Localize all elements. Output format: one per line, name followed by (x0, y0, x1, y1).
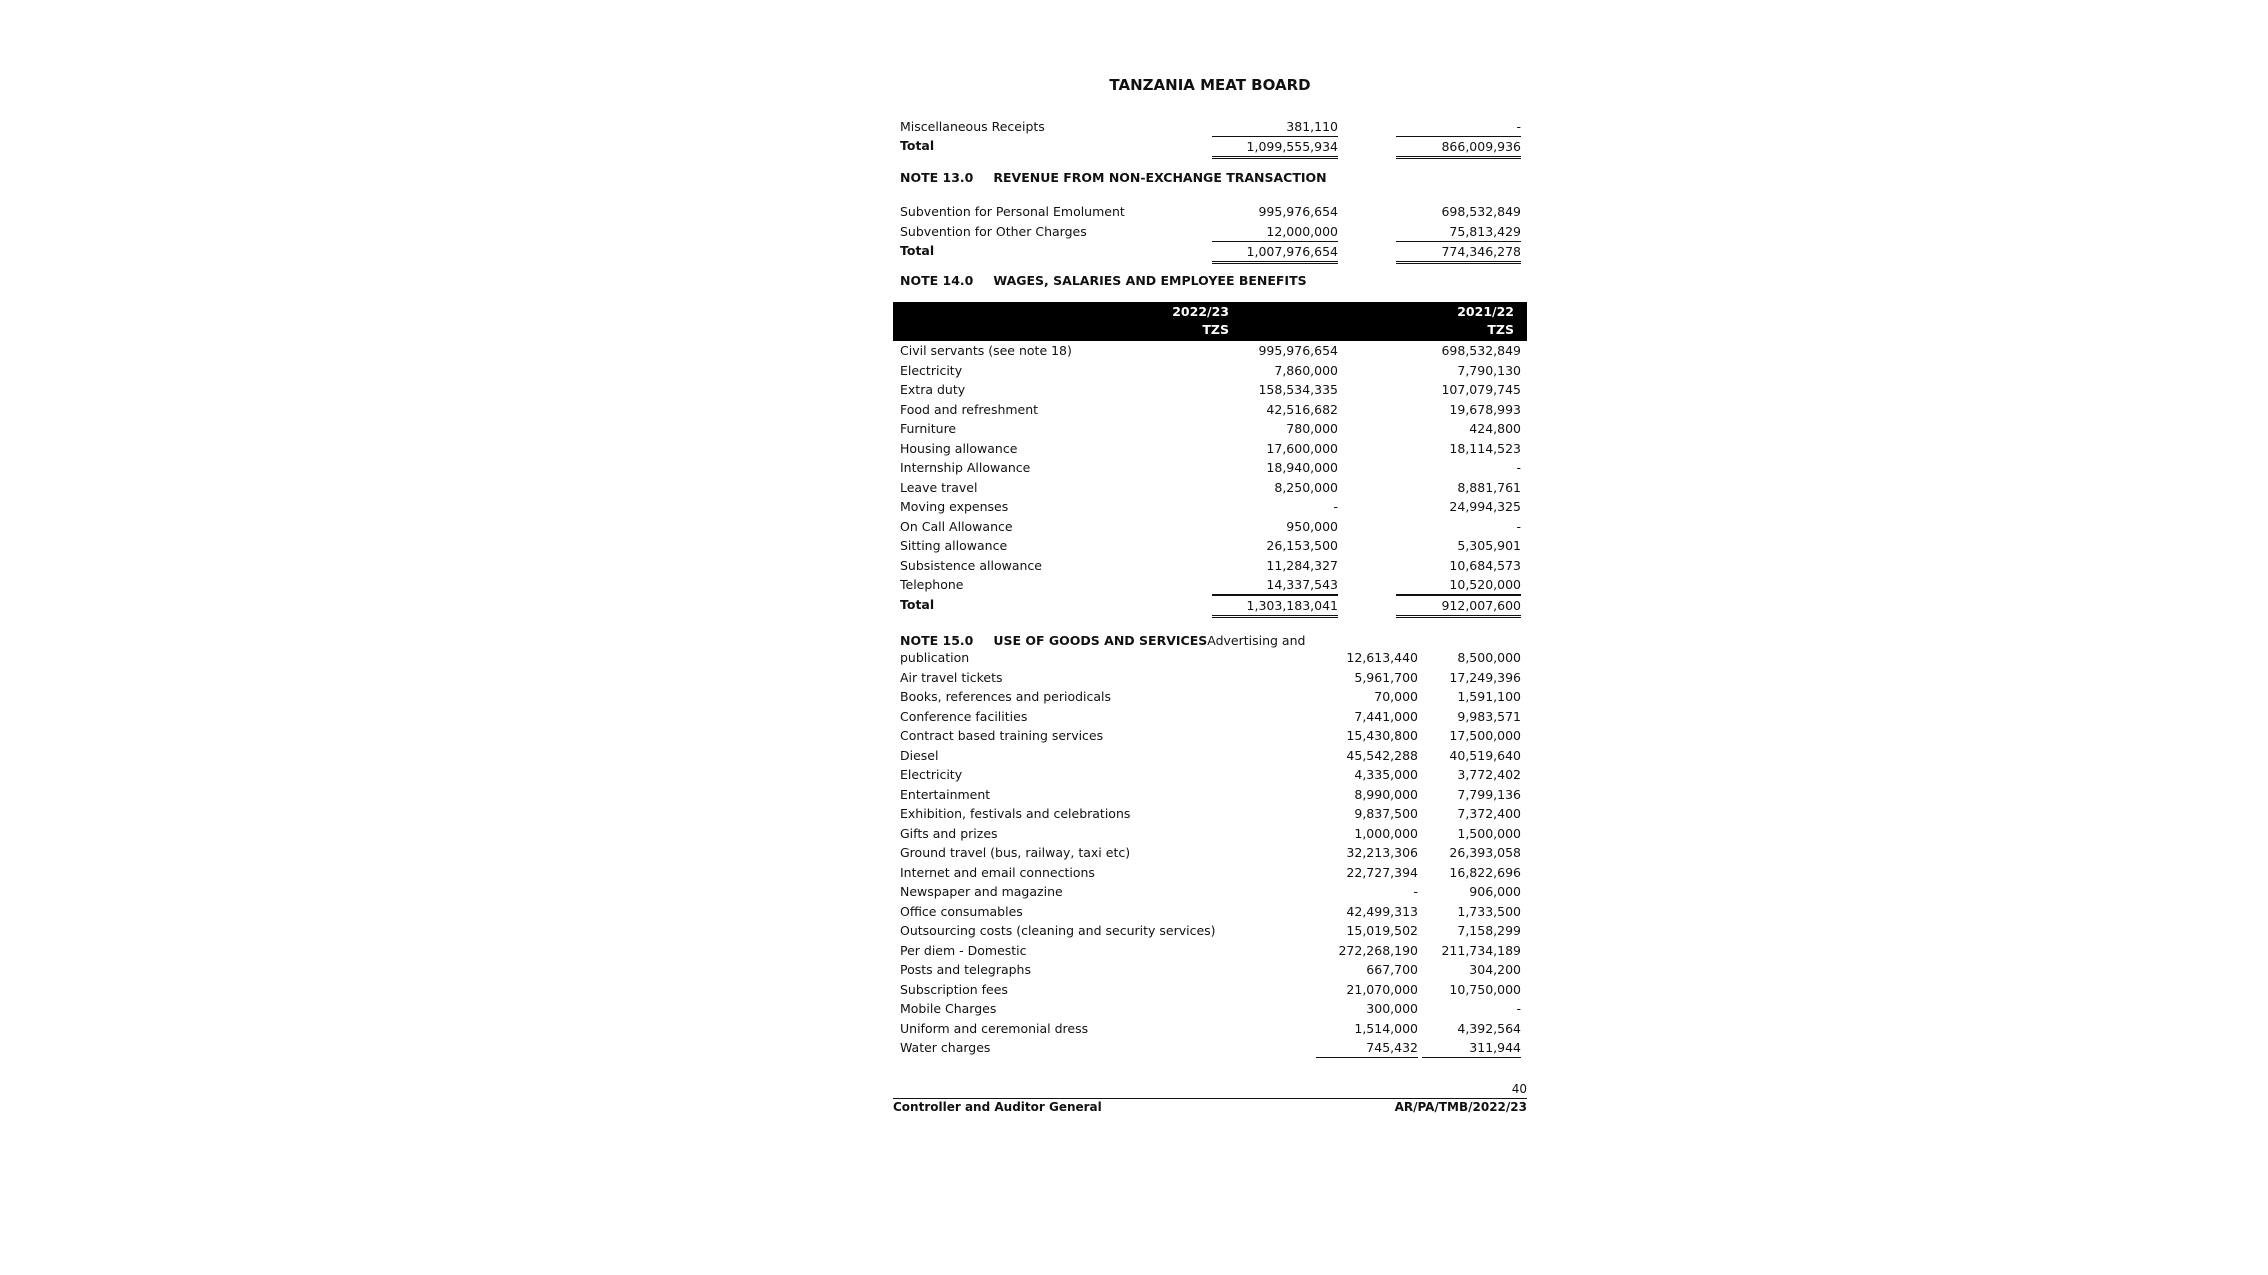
value-2022-23: 22,727,394 (1346, 864, 1418, 880)
value-2022-23: 14,337,543 (1212, 575, 1338, 595)
table-row (900, 439, 1527, 458)
note-15-heading (900, 633, 1305, 649)
value-2021-22: 698,532,849 (1441, 204, 1521, 219)
value-2021-22: 912,007,600 (1396, 595, 1521, 618)
table-row (900, 765, 1527, 784)
row-label: Civil servants (see note 18) (900, 343, 1072, 358)
row-label: Subscription fees (900, 981, 1008, 997)
value-2022-23: 995,976,654 (1258, 204, 1338, 219)
col2-unit: TZS (1487, 322, 1514, 337)
row-label: Total (900, 596, 935, 612)
table-row (900, 843, 1527, 862)
row-label: Leave travel (900, 479, 978, 495)
document-title: TANZANIA MEAT BOARD (1109, 76, 1311, 94)
value-2021-22: 7,790,130 (1457, 362, 1521, 378)
row-label: Moving expenses (900, 499, 1009, 514)
row-label: Air travel tickets (900, 669, 1003, 685)
value-2021-22: 24,994,325 (1449, 499, 1521, 514)
row-label: Food and refreshment (900, 401, 1039, 417)
value-2021-22: - (1516, 518, 1521, 534)
value-2021-22: 26,393,058 (1449, 845, 1521, 860)
value-2022-23: 17,600,000 (1266, 440, 1338, 456)
table-row (900, 960, 1527, 979)
table-row (900, 902, 1527, 921)
table-row (900, 419, 1527, 438)
note-14-column-header (893, 302, 1527, 341)
value-2021-22: 75,813,429 (1396, 222, 1521, 242)
row-label: Housing allowance (900, 440, 1018, 456)
row-label: Electricity (900, 767, 963, 782)
table-row (900, 804, 1527, 823)
value-2022-23: 381,110 (1212, 117, 1338, 137)
table-row (900, 687, 1527, 706)
total-row (900, 595, 1527, 614)
table-row (900, 707, 1527, 726)
note-14-number: NOTE 14.0 (900, 273, 974, 288)
row-label: Ground travel (bus, railway, taxi etc) (900, 845, 1131, 860)
value-2021-22: 4,392,564 (1457, 1020, 1521, 1036)
value-2021-22: 211,734,189 (1441, 942, 1521, 958)
value-2021-22: 10,750,000 (1449, 981, 1521, 997)
row-label: publication (900, 650, 970, 665)
value-2022-23: 995,976,654 (1258, 343, 1338, 358)
table-row (900, 341, 1527, 360)
table-row (900, 726, 1527, 745)
table-row (900, 556, 1527, 575)
table-row (900, 882, 1527, 901)
table-row (900, 117, 1527, 136)
value-2021-22: - (1516, 1001, 1521, 1016)
row-label: Electricity (900, 362, 963, 378)
value-2021-22: 10,520,000 (1396, 575, 1521, 595)
total-row (900, 241, 1527, 260)
value-2021-22: 1,733,500 (1457, 903, 1521, 919)
value-2021-22: 17,500,000 (1449, 728, 1521, 743)
row-label: Office consumables (900, 903, 1023, 919)
row-label: Conference facilities (900, 708, 1028, 724)
table-row (900, 497, 1527, 516)
row-label: Miscellaneous Receipts (900, 119, 1045, 134)
value-2021-22: 424,800 (1469, 421, 1521, 436)
row-label: Water charges (900, 1040, 991, 1055)
value-2022-23: 1,099,555,934 (1212, 136, 1338, 159)
table-row (900, 361, 1527, 380)
value-2022-23: 42,516,682 (1266, 401, 1338, 417)
note-14-title: WAGES, SALARIES AND EMPLOYEE BENEFITS (993, 273, 1307, 288)
table-row (900, 222, 1527, 241)
row-label: Posts and telegraphs (900, 962, 1031, 977)
table-row (900, 863, 1527, 882)
table-row (900, 1038, 1527, 1057)
table-row (900, 575, 1527, 594)
value-2021-22: 5,305,901 (1457, 538, 1521, 553)
row-label: Entertainment (900, 786, 991, 802)
value-2022-23: 70,000 (1374, 689, 1418, 704)
footer-right-text: AR/PA/TMB/2022/23 (1394, 1100, 1527, 1114)
value-2022-23: 42,499,313 (1346, 903, 1418, 919)
value-2022-23: 15,430,800 (1346, 728, 1418, 743)
row-label: Sitting allowance (900, 538, 1008, 553)
value-2022-23: 5,961,700 (1354, 669, 1418, 685)
value-2022-23: 12,613,440 (1346, 650, 1418, 665)
value-2021-22: 304,200 (1469, 962, 1521, 977)
value-2021-22: 311,944 (1422, 1038, 1521, 1058)
table-row (900, 536, 1527, 555)
value-2022-23: 32,213,306 (1346, 845, 1418, 860)
col1-year: 2022/23 (1172, 304, 1229, 319)
table-row (900, 458, 1527, 477)
table-row (900, 785, 1527, 804)
table-row (900, 668, 1527, 687)
table-row (900, 380, 1527, 399)
value-2022-23: 1,000,000 (1354, 825, 1418, 841)
value-2021-22: 10,684,573 (1449, 557, 1521, 573)
row-label: Uniform and ceremonial dress (900, 1020, 1089, 1036)
row-label: Extra duty (900, 382, 966, 397)
value-2021-22: - (1396, 117, 1521, 137)
value-2021-22: 7,158,299 (1457, 923, 1521, 938)
value-2022-23: 780,000 (1286, 421, 1338, 436)
value-2021-22: - (1516, 460, 1521, 475)
footer-divider (893, 1098, 1527, 1099)
note-13-number: NOTE 13.0 (900, 170, 974, 185)
row-label: Outsourcing costs (cleaning and security services) (900, 923, 1216, 938)
table-row (900, 980, 1527, 999)
value-2022-23: 1,514,000 (1354, 1020, 1418, 1036)
value-2022-23: - (1413, 884, 1418, 899)
row-label: Gifts and prizes (900, 825, 998, 841)
value-2022-23: 1,303,183,041 (1212, 595, 1338, 618)
value-2021-22: 40,519,640 (1449, 747, 1521, 763)
value-2021-22: 906,000 (1469, 884, 1521, 899)
row-label: Books, references and periodicals (900, 689, 1112, 704)
value-2021-22: 866,009,936 (1396, 136, 1521, 159)
value-2022-23: 18,940,000 (1266, 460, 1338, 475)
value-2021-22: 16,822,696 (1449, 864, 1521, 880)
row-label: Mobile Charges (900, 1001, 997, 1016)
value-2022-23: 272,268,190 (1338, 942, 1418, 958)
col2-year: 2021/22 (1457, 304, 1514, 319)
table-row (900, 921, 1527, 940)
row-label: Total (900, 243, 935, 258)
note-15-title: USE OF GOODS AND SERVICES (993, 633, 1208, 648)
value-2021-22: 1,500,000 (1457, 825, 1521, 841)
value-2021-22: 7,799,136 (1457, 786, 1521, 802)
value-2021-22: 8,881,761 (1457, 479, 1521, 495)
row-label: Furniture (900, 421, 957, 436)
row-label: Internet and email connections (900, 864, 1095, 880)
table-row (900, 1019, 1527, 1038)
row-label: Internship Allowance (900, 460, 1031, 475)
table-row (900, 941, 1527, 960)
row-label: Per diem - Domestic (900, 942, 1027, 958)
col1-unit: TZS (1202, 322, 1229, 337)
note-14-heading (900, 273, 1307, 289)
page-number: 40 (1511, 1082, 1527, 1096)
note-15-number: NOTE 15.0 (900, 633, 974, 648)
row-label: Subsistence allowance (900, 557, 1042, 573)
value-2022-23: 158,534,335 (1258, 382, 1338, 397)
value-2022-23: 11,284,327 (1266, 557, 1338, 573)
value-2022-23: 1,007,976,654 (1212, 241, 1338, 264)
value-2022-23: 21,070,000 (1346, 981, 1418, 997)
value-2021-22: 3,772,402 (1457, 767, 1521, 782)
value-2022-23: 9,837,500 (1354, 806, 1418, 821)
row-label: Telephone (900, 577, 964, 592)
note-13-heading (900, 170, 1327, 186)
value-2021-22: 18,114,523 (1449, 440, 1521, 456)
value-2021-22: 17,249,396 (1449, 669, 1521, 685)
value-2021-22: 774,346,278 (1396, 241, 1521, 264)
row-label: Total (900, 138, 935, 153)
table-row (900, 202, 1527, 221)
value-2022-23: 745,432 (1316, 1038, 1418, 1058)
table-row (900, 400, 1527, 419)
table-row (900, 824, 1527, 843)
value-2022-23: 26,153,500 (1266, 538, 1338, 553)
row-label: Diesel (900, 747, 939, 763)
value-2022-23: - (1333, 499, 1338, 514)
value-2022-23: 7,441,000 (1354, 708, 1418, 724)
value-2022-23: 950,000 (1286, 518, 1338, 534)
value-2022-23: 45,542,288 (1346, 747, 1418, 763)
value-2022-23: 12,000,000 (1212, 222, 1338, 242)
value-2022-23: 7,860,000 (1274, 362, 1338, 378)
row-label: On Call Allowance (900, 518, 1013, 534)
value-2021-22: 107,079,745 (1441, 382, 1521, 397)
row-label: Newspaper and magazine (900, 884, 1063, 899)
row-label: Exhibition, festivals and celebrations (900, 806, 1131, 821)
table-row (900, 648, 1527, 667)
value-2021-22: 698,532,849 (1441, 343, 1521, 358)
total-row (900, 136, 1527, 155)
value-2021-22: 19,678,993 (1449, 401, 1521, 417)
value-2022-23: 15,019,502 (1346, 923, 1418, 938)
table-row (900, 517, 1527, 536)
value-2021-22: 1,591,100 (1457, 689, 1521, 704)
row-label: Subvention for Personal Emolument (900, 204, 1125, 219)
value-2021-22: 9,983,571 (1457, 708, 1521, 724)
value-2022-23: 667,700 (1366, 962, 1418, 977)
table-row (900, 999, 1527, 1018)
value-2022-23: 4,335,000 (1354, 767, 1418, 782)
value-2021-22: 7,372,400 (1457, 806, 1521, 821)
note-13-title: REVENUE FROM NON-EXCHANGE TRANSACTION (993, 170, 1327, 185)
table-row (900, 478, 1527, 497)
footer-left-text: Controller and Auditor General (893, 1100, 1102, 1114)
value-2021-22: 8,500,000 (1457, 650, 1521, 665)
value-2022-23: 8,250,000 (1274, 479, 1338, 495)
row-label: Subvention for Other Charges (900, 223, 1087, 239)
note-15-first-label-a: Advertising and (1207, 633, 1306, 648)
row-label: Contract based training services (900, 728, 1104, 743)
table-row (900, 746, 1527, 765)
value-2022-23: 300,000 (1366, 1001, 1418, 1016)
value-2022-23: 8,990,000 (1354, 786, 1418, 802)
